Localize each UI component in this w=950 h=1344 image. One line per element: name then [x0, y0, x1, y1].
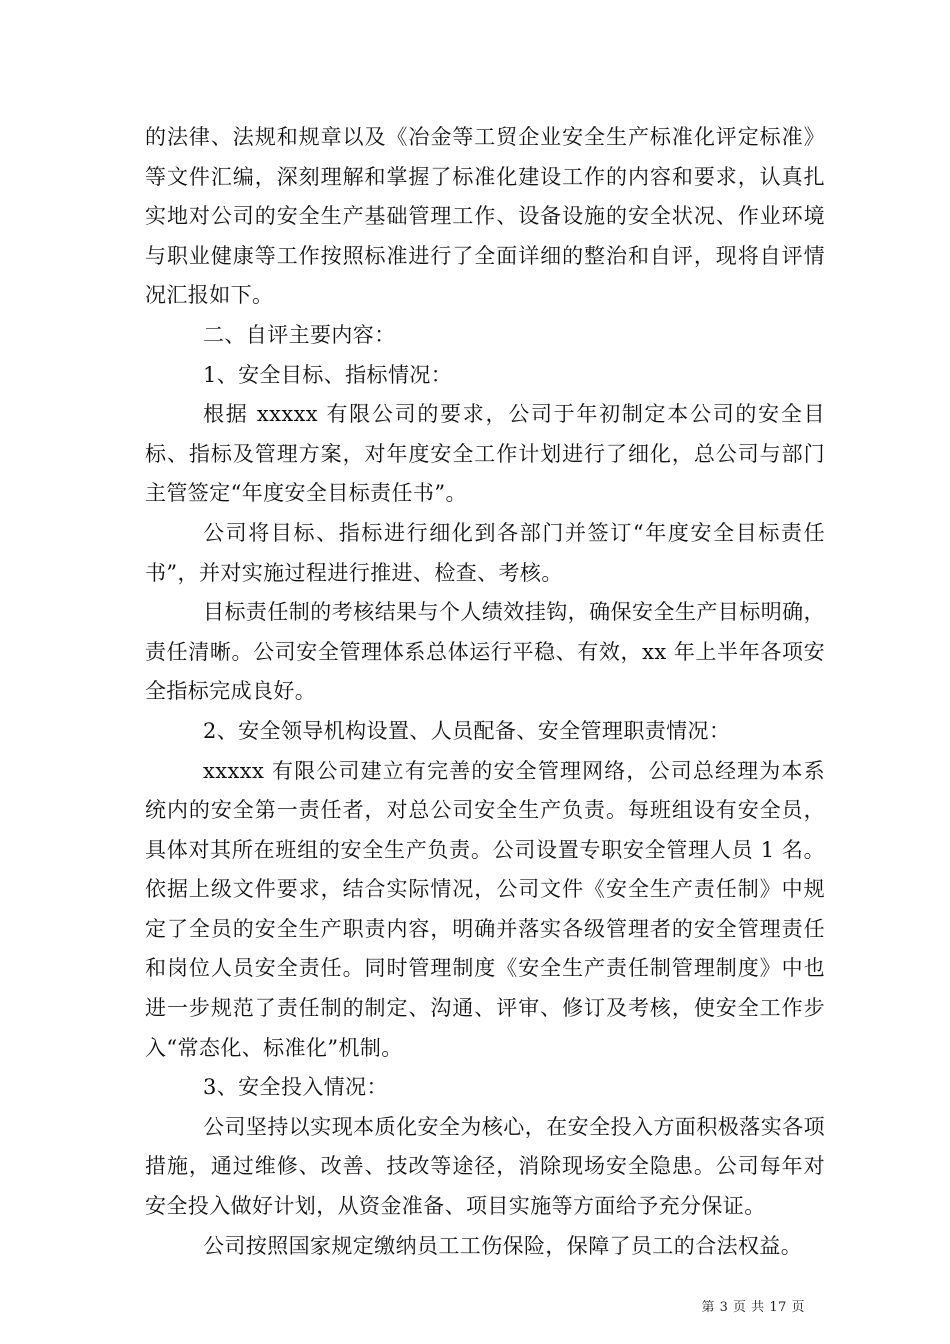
- paragraph-safety-investment-2: 公司按照国家规定缴纳员工工伤保险，保障了员工的合法权益。: [203, 1233, 803, 1258]
- paragraph-safety-targets-3: 目标责任制的考核结果与个人绩效挂钩，确保安全生产目标明确，责任清晰。公司安全管理体系总体运行平稳、有效，xx 年上半年各项安全指标完成良好。: [145, 600, 825, 704]
- subheading-safety-targets: 1、安全目标、指标情况：: [203, 362, 453, 387]
- section-heading-self-evaluation: 二、自评主要内容：: [203, 322, 396, 347]
- paragraph-safety-targets-2: 公司将目标、指标进行细化到各部门并签订“年度安全目标责任书”，并对实施过程进行推进、检查、考核。: [145, 520, 825, 585]
- paragraph-continuation: 的法律、法规和规章以及《冶金等工贸企业安全生产标准化评定标准》等文件汇编，深刻理解和掌握了标准化建设工作的内容和要求，认真扎实地对公司的安全生产基础管理工作、设备设施的安全状况、作业环境与职业健康等工作按照标准进行了全面详细的整治和自评，现将自评情况汇报如下。: [145, 125, 825, 308]
- paragraph-safety-investment-1: 公司坚持以实现本质化安全为核心，在安全投入方面积极落实各项措施，通过维修、改善、技改等途径，消除现场安全隐患。公司每年对安全投入做好计划，从资金准备、项目实施等方面给予充分保证。: [145, 1114, 825, 1219]
- document-body: [145, 118, 825, 1266]
- page-number-footer: 第 3 页 共 17 页: [701, 1300, 805, 1315]
- paragraph-safety-organization: xxxxx 有限公司建立有完善的安全管理网络，公司总经理为本系统内的安全第一责任者，对总公司安全生产负责。每班组设有安全员，具体对其所在班组的安全生产负责。公司设置专职安全管理人员 1 名。依据上级文件要求，结合实际情况，公司文件《安全生产责任制》中规定了全员的安全生产职责内容，明确并落实各级管理者的安全管理责任和岗位人员安全责任。同时管理制度《安全生产责任制管理制度》中也进一步规范了责任制的制定、沟通、评审、修订及考核，使安全工作步入“常态化、标准化”机制。: [145, 758, 825, 1060]
- subheading-safety-organization: 2、安全领导机构设置、人员配备、安全管理职责情况：: [203, 718, 731, 743]
- subheading-safety-investment: 3、安全投入情况：: [203, 1075, 388, 1100]
- paragraph-safety-targets-1: 根据 xxxxx 有限公司的要求，公司于年初制定本公司的安全目标、指标及管理方案，对年度安全工作计划进行了细化，总公司与部门主管签定“年度安全目标责任书”。: [145, 402, 825, 506]
